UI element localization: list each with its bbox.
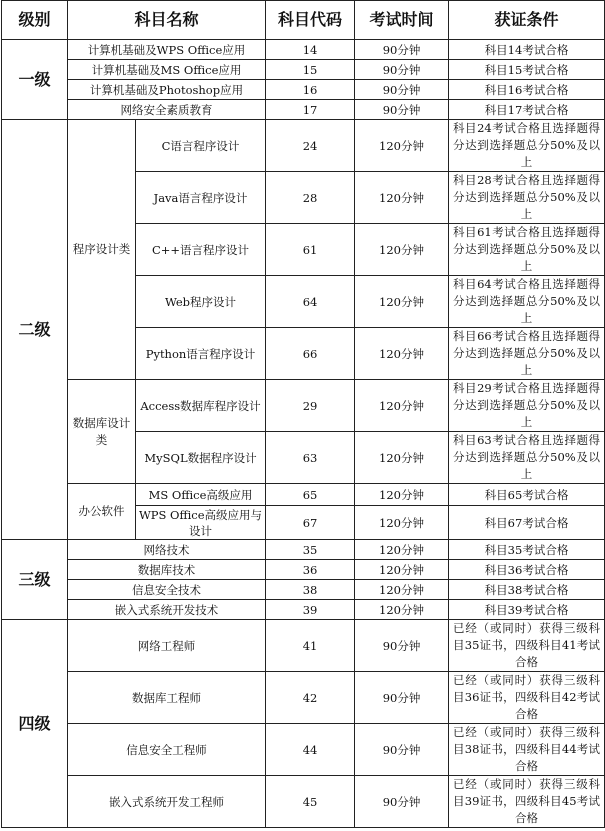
subject-name: Access数据库程序设计	[136, 380, 266, 432]
cert-condition: 科目38考试合格	[449, 580, 605, 600]
table-row	[2, 600, 605, 620]
subject-name: 网络技术	[68, 540, 266, 560]
exam-time: 90分钟	[355, 80, 449, 100]
subject-name: Python语言程序设计	[136, 328, 266, 380]
cert-condition: 科目63考试合格且选择题得分达到选择题总分50%及以上	[449, 432, 605, 484]
exam-time: 120分钟	[355, 380, 449, 432]
cert-condition: 科目28考试合格且选择题得分达到选择题总分50%及以上	[449, 172, 605, 224]
cert-condition: 已经（或同时）获得三级科目39证书，四级科目45考试合格	[449, 776, 605, 828]
subject-name: Web程序设计	[136, 276, 266, 328]
cert-condition: 科目66考试合格且选择题得分达到选择题总分50%及以上	[449, 328, 605, 380]
exam-time: 120分钟	[355, 580, 449, 600]
table-row	[2, 540, 605, 560]
level-cell-4: 四级	[2, 620, 68, 828]
table-row	[2, 80, 605, 100]
cert-condition: 已经（或同时）获得三级科目38证书，四级科目44考试合格	[449, 724, 605, 776]
exam-time: 90分钟	[355, 776, 449, 828]
subject-name: C++语言程序设计	[136, 224, 266, 276]
subject-code: 67	[266, 506, 355, 540]
cert-condition: 科目39考试合格	[449, 600, 605, 620]
subject-name: 计算机基础及MS Office应用	[68, 60, 266, 80]
cert-condition: 科目35考试合格	[449, 540, 605, 560]
subject-name: 数据库工程师	[68, 672, 266, 724]
subject-code: 35	[266, 540, 355, 560]
subject-name: 计算机基础及Photoshop应用	[68, 80, 266, 100]
cert-condition: 已经（或同时）获得三级科目36证书，四级科目42考试合格	[449, 672, 605, 724]
subject-name: C语言程序设计	[136, 120, 266, 172]
cert-condition: 科目16考试合格	[449, 80, 605, 100]
subject-code: 44	[266, 724, 355, 776]
table-row	[2, 120, 605, 172]
exam-time: 120分钟	[355, 276, 449, 328]
exam-time: 90分钟	[355, 672, 449, 724]
level-cell-1: 一级	[2, 40, 68, 120]
cert-condition: 科目29考试合格且选择题得分达到选择题总分50%及以上	[449, 380, 605, 432]
subject-code: 24	[266, 120, 355, 172]
exam-subjects-table	[1, 0, 605, 828]
table-row	[2, 560, 605, 580]
subject-code: 29	[266, 380, 355, 432]
subject-code: 42	[266, 672, 355, 724]
subject-code: 17	[266, 100, 355, 120]
header-code: 科目代码	[266, 1, 355, 40]
exam-time: 90分钟	[355, 60, 449, 80]
table-row	[2, 484, 605, 506]
exam-time: 120分钟	[355, 560, 449, 580]
table-row	[2, 776, 605, 828]
header-condition: 获证条件	[449, 1, 605, 40]
subject-name: WPS Office高级应用与设计	[136, 506, 266, 540]
header-row	[2, 1, 605, 40]
subject-code: 65	[266, 484, 355, 506]
subject-code: 45	[266, 776, 355, 828]
cert-condition: 科目36考试合格	[449, 560, 605, 580]
exam-time: 90分钟	[355, 620, 449, 672]
exam-time: 120分钟	[355, 600, 449, 620]
cert-condition: 科目24考试合格且选择题得分达到选择题总分50%及以上	[449, 120, 605, 172]
category-office: 办公软件	[68, 484, 136, 540]
subject-name: Java语言程序设计	[136, 172, 266, 224]
exam-time: 90分钟	[355, 100, 449, 120]
table-row	[2, 672, 605, 724]
cert-condition: 科目15考试合格	[449, 60, 605, 80]
subject-code: 66	[266, 328, 355, 380]
exam-time: 90分钟	[355, 40, 449, 60]
cert-condition: 科目14考试合格	[449, 40, 605, 60]
subject-name: 网络安全素质教育	[68, 100, 266, 120]
exam-time: 120分钟	[355, 484, 449, 506]
exam-time: 120分钟	[355, 120, 449, 172]
table-row	[2, 380, 605, 432]
subject-name: 信息安全工程师	[68, 724, 266, 776]
header-level: 级别	[2, 1, 68, 40]
subject-code: 63	[266, 432, 355, 484]
subject-name: 嵌入式系统开发工程师	[68, 776, 266, 828]
table-row	[2, 580, 605, 600]
cert-condition: 科目61考试合格且选择题得分达到选择题总分50%及以上	[449, 224, 605, 276]
subject-name: 嵌入式系统开发技术	[68, 600, 266, 620]
subject-code: 28	[266, 172, 355, 224]
subject-name: MS Office高级应用	[136, 484, 266, 506]
exam-time: 120分钟	[355, 506, 449, 540]
subject-name: 数据库技术	[68, 560, 266, 580]
table-row	[2, 60, 605, 80]
cert-condition: 科目64考试合格且选择题得分达到选择题总分50%及以上	[449, 276, 605, 328]
subject-name: MySQL数据程序设计	[136, 432, 266, 484]
exam-time: 120分钟	[355, 172, 449, 224]
table-row	[2, 100, 605, 120]
subject-code: 14	[266, 40, 355, 60]
header-time: 考试时间	[355, 1, 449, 40]
table-row	[2, 40, 605, 60]
exam-time: 120分钟	[355, 540, 449, 560]
category-database: 数据库设计类	[68, 380, 136, 484]
subject-code: 38	[266, 580, 355, 600]
table-row	[2, 620, 605, 672]
subject-code: 39	[266, 600, 355, 620]
level-cell-3: 三级	[2, 540, 68, 620]
cert-condition: 已经（或同时）获得三级科目35证书，四级科目41考试合格	[449, 620, 605, 672]
category-programming: 程序设计类	[68, 120, 136, 380]
cert-condition: 科目17考试合格	[449, 100, 605, 120]
table-row	[2, 724, 605, 776]
subject-code: 15	[266, 60, 355, 80]
exam-time: 90分钟	[355, 724, 449, 776]
subject-code: 64	[266, 276, 355, 328]
subject-code: 36	[266, 560, 355, 580]
header-subject: 科目名称	[68, 1, 266, 40]
exam-time: 120分钟	[355, 432, 449, 484]
subject-name: 信息安全技术	[68, 580, 266, 600]
level-cell-2: 二级	[2, 120, 68, 540]
subject-code: 41	[266, 620, 355, 672]
subject-name: 计算机基础及WPS Office应用	[68, 40, 266, 60]
subject-name: 网络工程师	[68, 620, 266, 672]
exam-time: 120分钟	[355, 224, 449, 276]
subject-code: 61	[266, 224, 355, 276]
cert-condition: 科目65考试合格	[449, 484, 605, 506]
cert-condition: 科目67考试合格	[449, 506, 605, 540]
subject-code: 16	[266, 80, 355, 100]
exam-time: 120分钟	[355, 328, 449, 380]
